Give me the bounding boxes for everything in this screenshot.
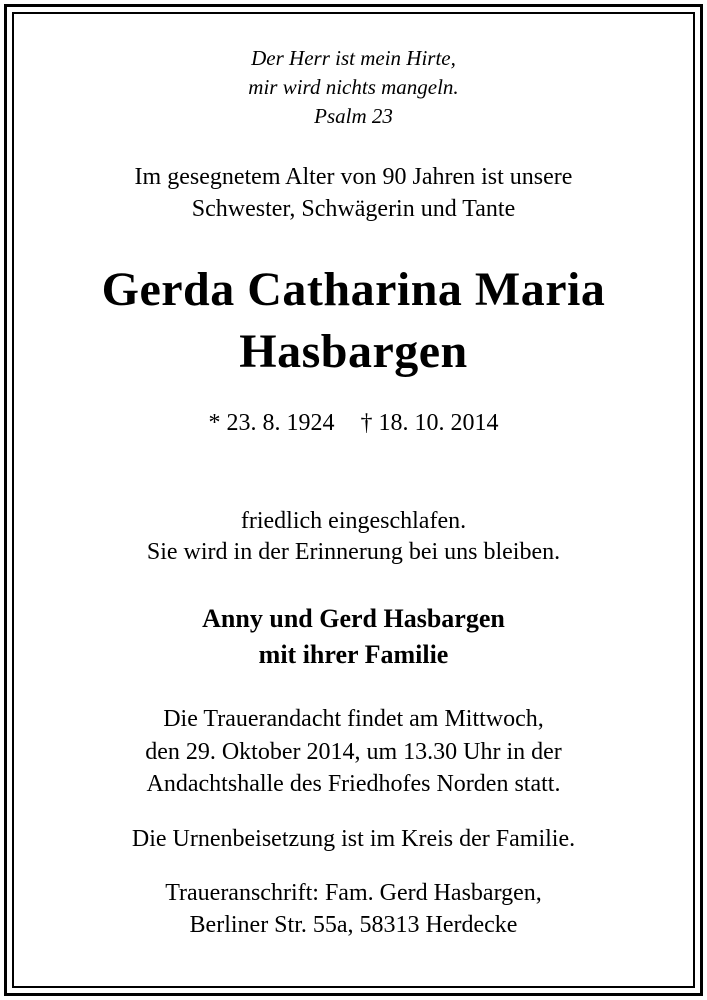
service-line-3: Andachtshalle des Friedhofes Norden statt. <box>146 771 561 797</box>
address-line-2: Berliner Str. 55a, 58313 Herdecke <box>189 912 518 938</box>
deceased-name-line-1: Gerda Catharina Maria <box>101 263 606 316</box>
mourners-line-2: mit ihrer Familie <box>258 640 449 669</box>
death-date: † 18. 10. 2014 <box>360 410 499 436</box>
address-line-1: Traueranschrift: Fam. Gerd Hasbargen, <box>165 880 542 906</box>
verse-line-1: Der Herr ist mein Hirte, <box>251 46 456 70</box>
verse-line-2: mir wird nichts mangeln. <box>248 75 459 99</box>
closing-line-1: friedlich eingeschlafen. <box>240 508 467 534</box>
birth-date: * 23. 8. 1924 <box>208 410 335 436</box>
mourners-line-1: Anny und Gerd Hasbargen <box>202 604 505 633</box>
service-line-2: den 29. Oktober 2014, um 13.30 Uhr in der <box>145 739 562 765</box>
intro-line-1: Im gesegnetem Alter von 90 Jahren ist unsere <box>134 164 573 190</box>
verse-reference: Psalm 23 <box>314 104 393 128</box>
life-dates <box>0 410 707 437</box>
burial-line: Die Urnenbeisetzung ist im Kreis der Familie. <box>131 826 576 852</box>
closing-line-2: Sie wird in der Erinnerung bei uns bleiben. <box>146 539 561 565</box>
intro-line-2: Schwester, Schwägerin und Tante <box>191 196 516 222</box>
service-line-1: Die Trauerandacht findet am Mittwoch, <box>163 706 544 732</box>
deceased-name-line-2: Hasbargen <box>239 325 468 378</box>
